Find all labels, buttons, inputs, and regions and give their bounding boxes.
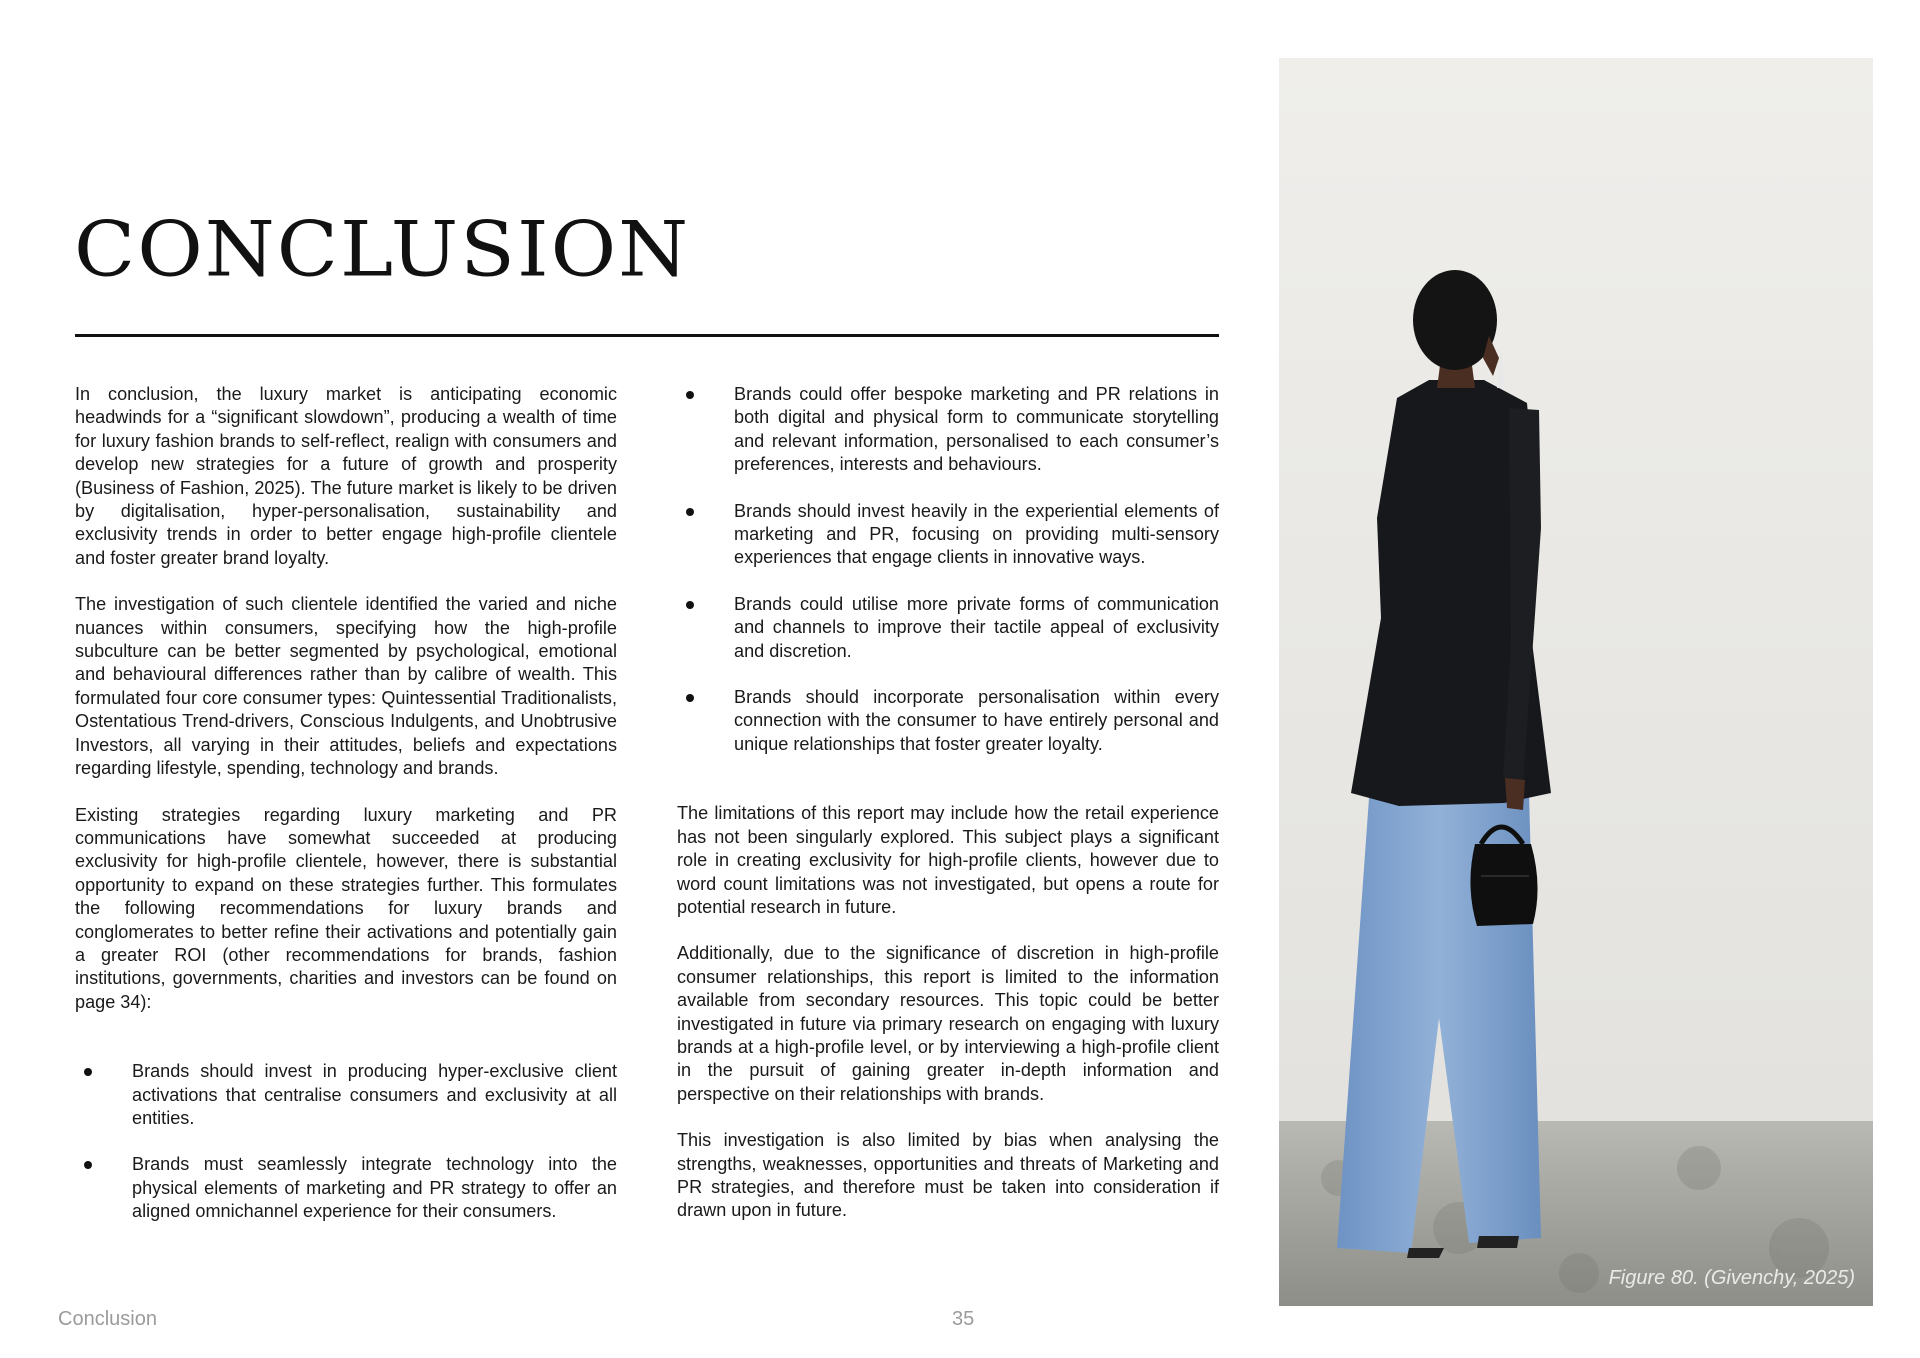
recommendation-item: Brands should incorporate personalisation within every connection with the consumer to have entirely personal and unique relationships that foster greater loyalty. — [677, 686, 1219, 756]
figure-caption: Figure 80. (Givenchy, 2025) — [1608, 1267, 1855, 1289]
recommendation-list-left — [75, 1060, 617, 1223]
recommendation-item: Brands must seamlessly integrate technology into the physical elements of marketing and PR strategy to offer an aligned omnichannel experience for their consumers. — [75, 1153, 617, 1223]
recommendation-item: Brands could offer bespoke marketing and PR relations in both digital and physical form to communicate storytelling and relevant information, personalised to each consumer’s preferences, interests and behaviours. — [677, 383, 1219, 477]
recommendation-item: Brands could utilise more private forms of communication and channels to improve their tactile appeal of exclusivity and discretion. — [677, 593, 1219, 663]
fashion-photo — [1279, 58, 1873, 1306]
paragraph-limitations: The limitations of this report may include how the retail experience has not been singularly explored. This subject plays a significant role in creating exclusivity for high-profile clients, however due to word count limitations was not investigated, but opens a route for potential research in future. — [677, 803, 1219, 917]
paragraph-discretion: Additionally, due to the significance of discretion in high-profile consumer relationships, this report is limited to the information available from secondary resources. This topic could be better investigated in future via primary research on engaging with luxury brands at a high-profile level, or by interviewing a high-profile client in the pursuit of gaining greater in-depth information and perspective on their relationships with brands. — [677, 943, 1219, 1104]
page-title: CONCLUSION — [74, 205, 691, 294]
left-column — [75, 383, 617, 1224]
recommendation-list-right — [677, 383, 1219, 756]
paragraph-intro: In conclusion, the luxury market is anticipating economic headwinds for a “significant slowdown”, producing a wealth of time for luxury fashion brands to self-reflect, realign with consumers and develop new strategies for a future of growth and prosperity (Business of Fashion, 2025). The future market is likely to be driven by digitalisation, hyper-personalisation, sustainability and exclusivity trends in order to better engage high-profile clientele and foster greater brand loyalty. — [75, 384, 617, 568]
recommendation-item: Brands should invest in producing hyper-exclusive client activations that centralise consumers and exclusivity at all entities. — [75, 1060, 617, 1130]
paragraph-bias: This investigation is also limited by bias when analysing the strengths, weaknesses, opportunities and threats of Marketing and PR strategies, and therefore must be taken into consideration if drawn upon in future. — [677, 1130, 1219, 1221]
paragraph-investigation: The investigation of such clientele identified the varied and niche nuances within consumers, specifying how the high-profile subculture can be better segmented by psychological, emotional and behavioural differences rather than by calibre of wealth. This formulated four core consumer types: Quintessential Traditionalists, Ostentatious Trend-drivers, Conscious Indulgents, and Unobtrusive Investors, all varying in their attitudes, beliefs and expectations regarding lifestyle, spending, technology and brands. — [75, 594, 617, 779]
right-column — [677, 383, 1219, 1223]
footer-section-label: Conclusion — [58, 1308, 157, 1330]
title-divider — [75, 334, 1219, 337]
recommendation-item: Brands should invest heavily in the experiential elements of marketing and PR, focusing on providing multi-sensory experiences that engage clients in innovative ways. — [677, 500, 1219, 570]
paragraph-strategies: Existing strategies regarding luxury marketing and PR communications have somewhat succeeded at producing exclusivity for high-profile clientele, however, there is substantial opportunity to expand on these strategies further. This formulates the following recommendations for luxury brands and conglomerates to better refine their activations and potentially gain a greater ROI (other recommendations for brands, fashion institutions, governments, charities and investors can be found on page 34): — [75, 804, 617, 1012]
page-number: 35 — [952, 1308, 975, 1330]
